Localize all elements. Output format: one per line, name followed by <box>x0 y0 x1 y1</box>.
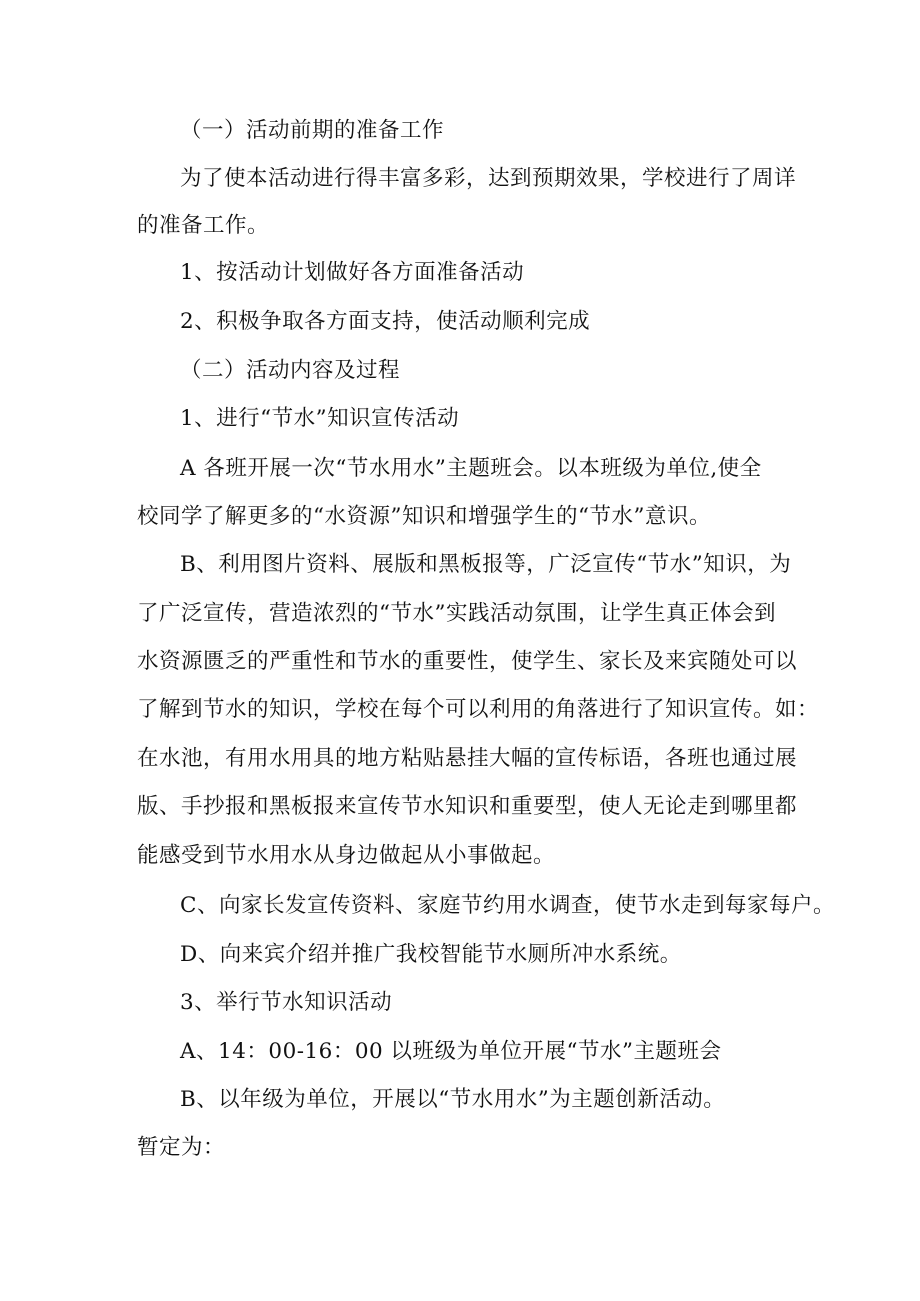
paragraph-line: C、向家长发宣传资料、家庭节约用水调查，使节水走到每家每户。 <box>180 893 835 918</box>
list-item: B、以年级为单位，开展以“节水用水”为主题创新活动。 <box>180 1087 726 1112</box>
section-heading-preparation: （一）活动前期的准备工作 <box>180 118 445 143</box>
paragraph-line: 暂定为： <box>137 1135 226 1160</box>
paragraph-line: 版、手抄报和黑板报来宣传节水知识和重要型，使人无论走到哪里都 <box>137 794 798 819</box>
paragraph-line: 在水池，有用水用具的地方粘贴悬挂大幅的宣传标语，各班也通过展 <box>137 746 798 771</box>
section-heading-content: （二）活动内容及过程 <box>180 358 401 383</box>
list-item: 1、按活动计划做好各方面准备活动 <box>180 260 525 285</box>
paragraph-line: B、利用图片资料、展版和黑板报等，广泛宣传“节水”知识，为 <box>180 552 792 577</box>
list-item: 1、进行“节水”知识宣传活动 <box>180 406 460 431</box>
paragraph-line: 了解到节水的知识，学校在每个可以利用的角落进行了知识宣传。如： <box>137 697 820 722</box>
paragraph-line: 能感受到节水用水从身边做起从小事做起。 <box>137 843 556 868</box>
paragraph-line: A 各班开展一次“节水用水”主题班会。以本班级为单位,使全 <box>180 456 762 481</box>
list-item: 3、举行节水知识活动 <box>180 990 393 1015</box>
paragraph-line: 为了使本活动进行得丰富多彩，达到预期效果，学校进行了周详 <box>180 166 797 191</box>
paragraph-line: 的准备工作。 <box>137 213 270 238</box>
list-item: 2、积极争取各方面支持，使活动顺利完成 <box>180 309 591 334</box>
paragraph-line: 校同学了解更多的“水资源”知识和增强学生的“节水”意识。 <box>137 504 711 529</box>
paragraph-line: D、向来宾介绍并推广我校智能节水厕所冲水系统。 <box>180 942 682 967</box>
list-item: A、14：00-16：00 以班级为单位开展“节水”主题班会 <box>180 1039 722 1064</box>
paragraph-line: 水资源匮乏的严重性和节水的重要性，使学生、家长及来宾随处可以 <box>137 649 798 674</box>
paragraph-line: 了广泛宣传，营造浓烈的“节水”实践活动氛围，让学生真正体会到 <box>137 601 776 626</box>
